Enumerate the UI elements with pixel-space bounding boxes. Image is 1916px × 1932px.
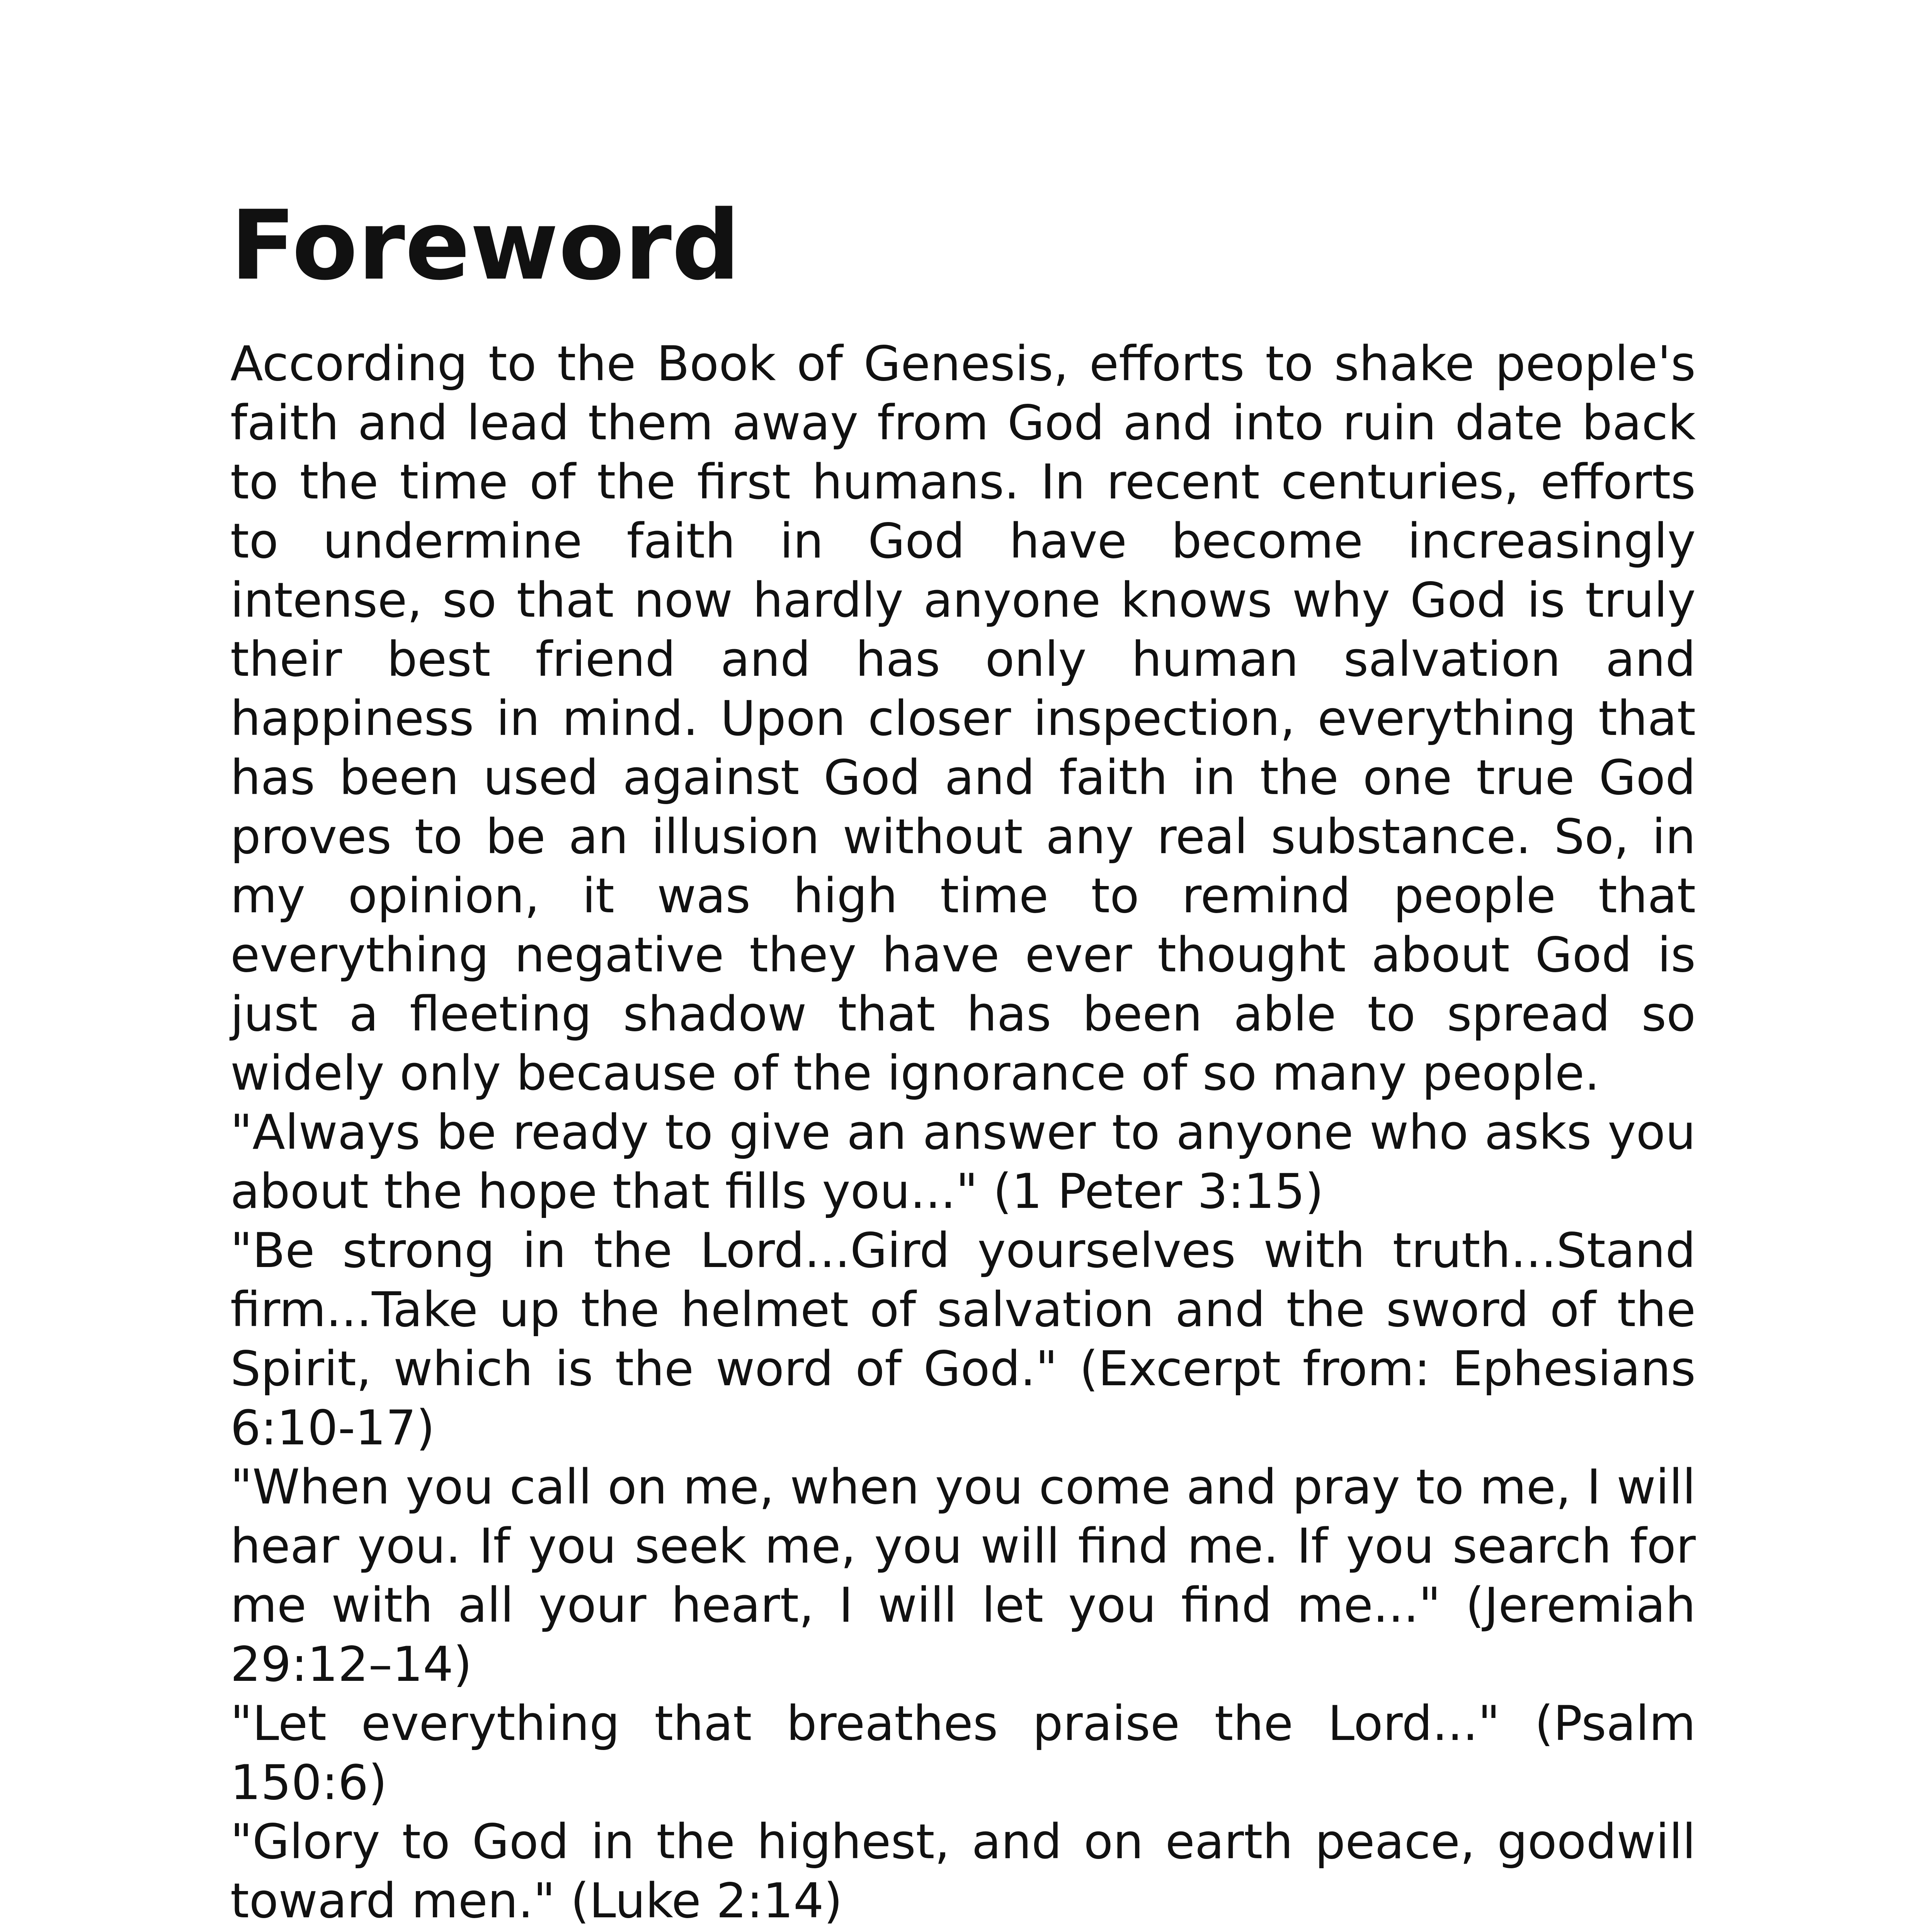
quote-ephesians: "Be strong in the Lord...Gird yourselves with truth...Stand firm...Take up the helmet of salvation and the sword of the Spirit, which is the word of God." (Excerpt from: Ephesians 6:10-17) (230, 1223, 1696, 1456)
quote-1-peter: "Always be ready to give an answer to anyone who asks you about the hope that fills you..." (1 Peter 3:15) (230, 1105, 1696, 1219)
quote-luke: "Glory to God in the highest, and on earth peace, goodwill toward men." (Luke 2:14) (230, 1814, 1696, 1929)
page-content (230, 190, 1696, 1932)
quote-jeremiah: "When you call on me, when you come and pray to me, I will hear you. If you seek me, you will find me. If you search for me with all your heart, I will let you find me..." (Jeremiah 29:12–14) (230, 1459, 1696, 1692)
page-title: Foreword (230, 190, 740, 301)
quote-psalm: "Let everything that breathes praise the Lord..." (Psalm 150:6) (230, 1696, 1696, 1811)
intro-paragraph: According to the Book of Genesis, efforts to shake people's faith and lead them away from God and into ruin date back to the time of the first humans. In recent centuries, efforts to undermine faith in God have become increasingly intense, so that now hardly anyone knows why God is truly their best friend and has only human salvation and happiness in mind. Upon closer inspection, everything that has been used against God and faith in the one true God proves to be an illusion without any real substance. So, in my opinion, it was high time to remind people that everything negative they have ever thought about God is just a fleeting shadow that has been able to spread so widely only because of the ignorance of so many people. (230, 336, 1696, 1101)
